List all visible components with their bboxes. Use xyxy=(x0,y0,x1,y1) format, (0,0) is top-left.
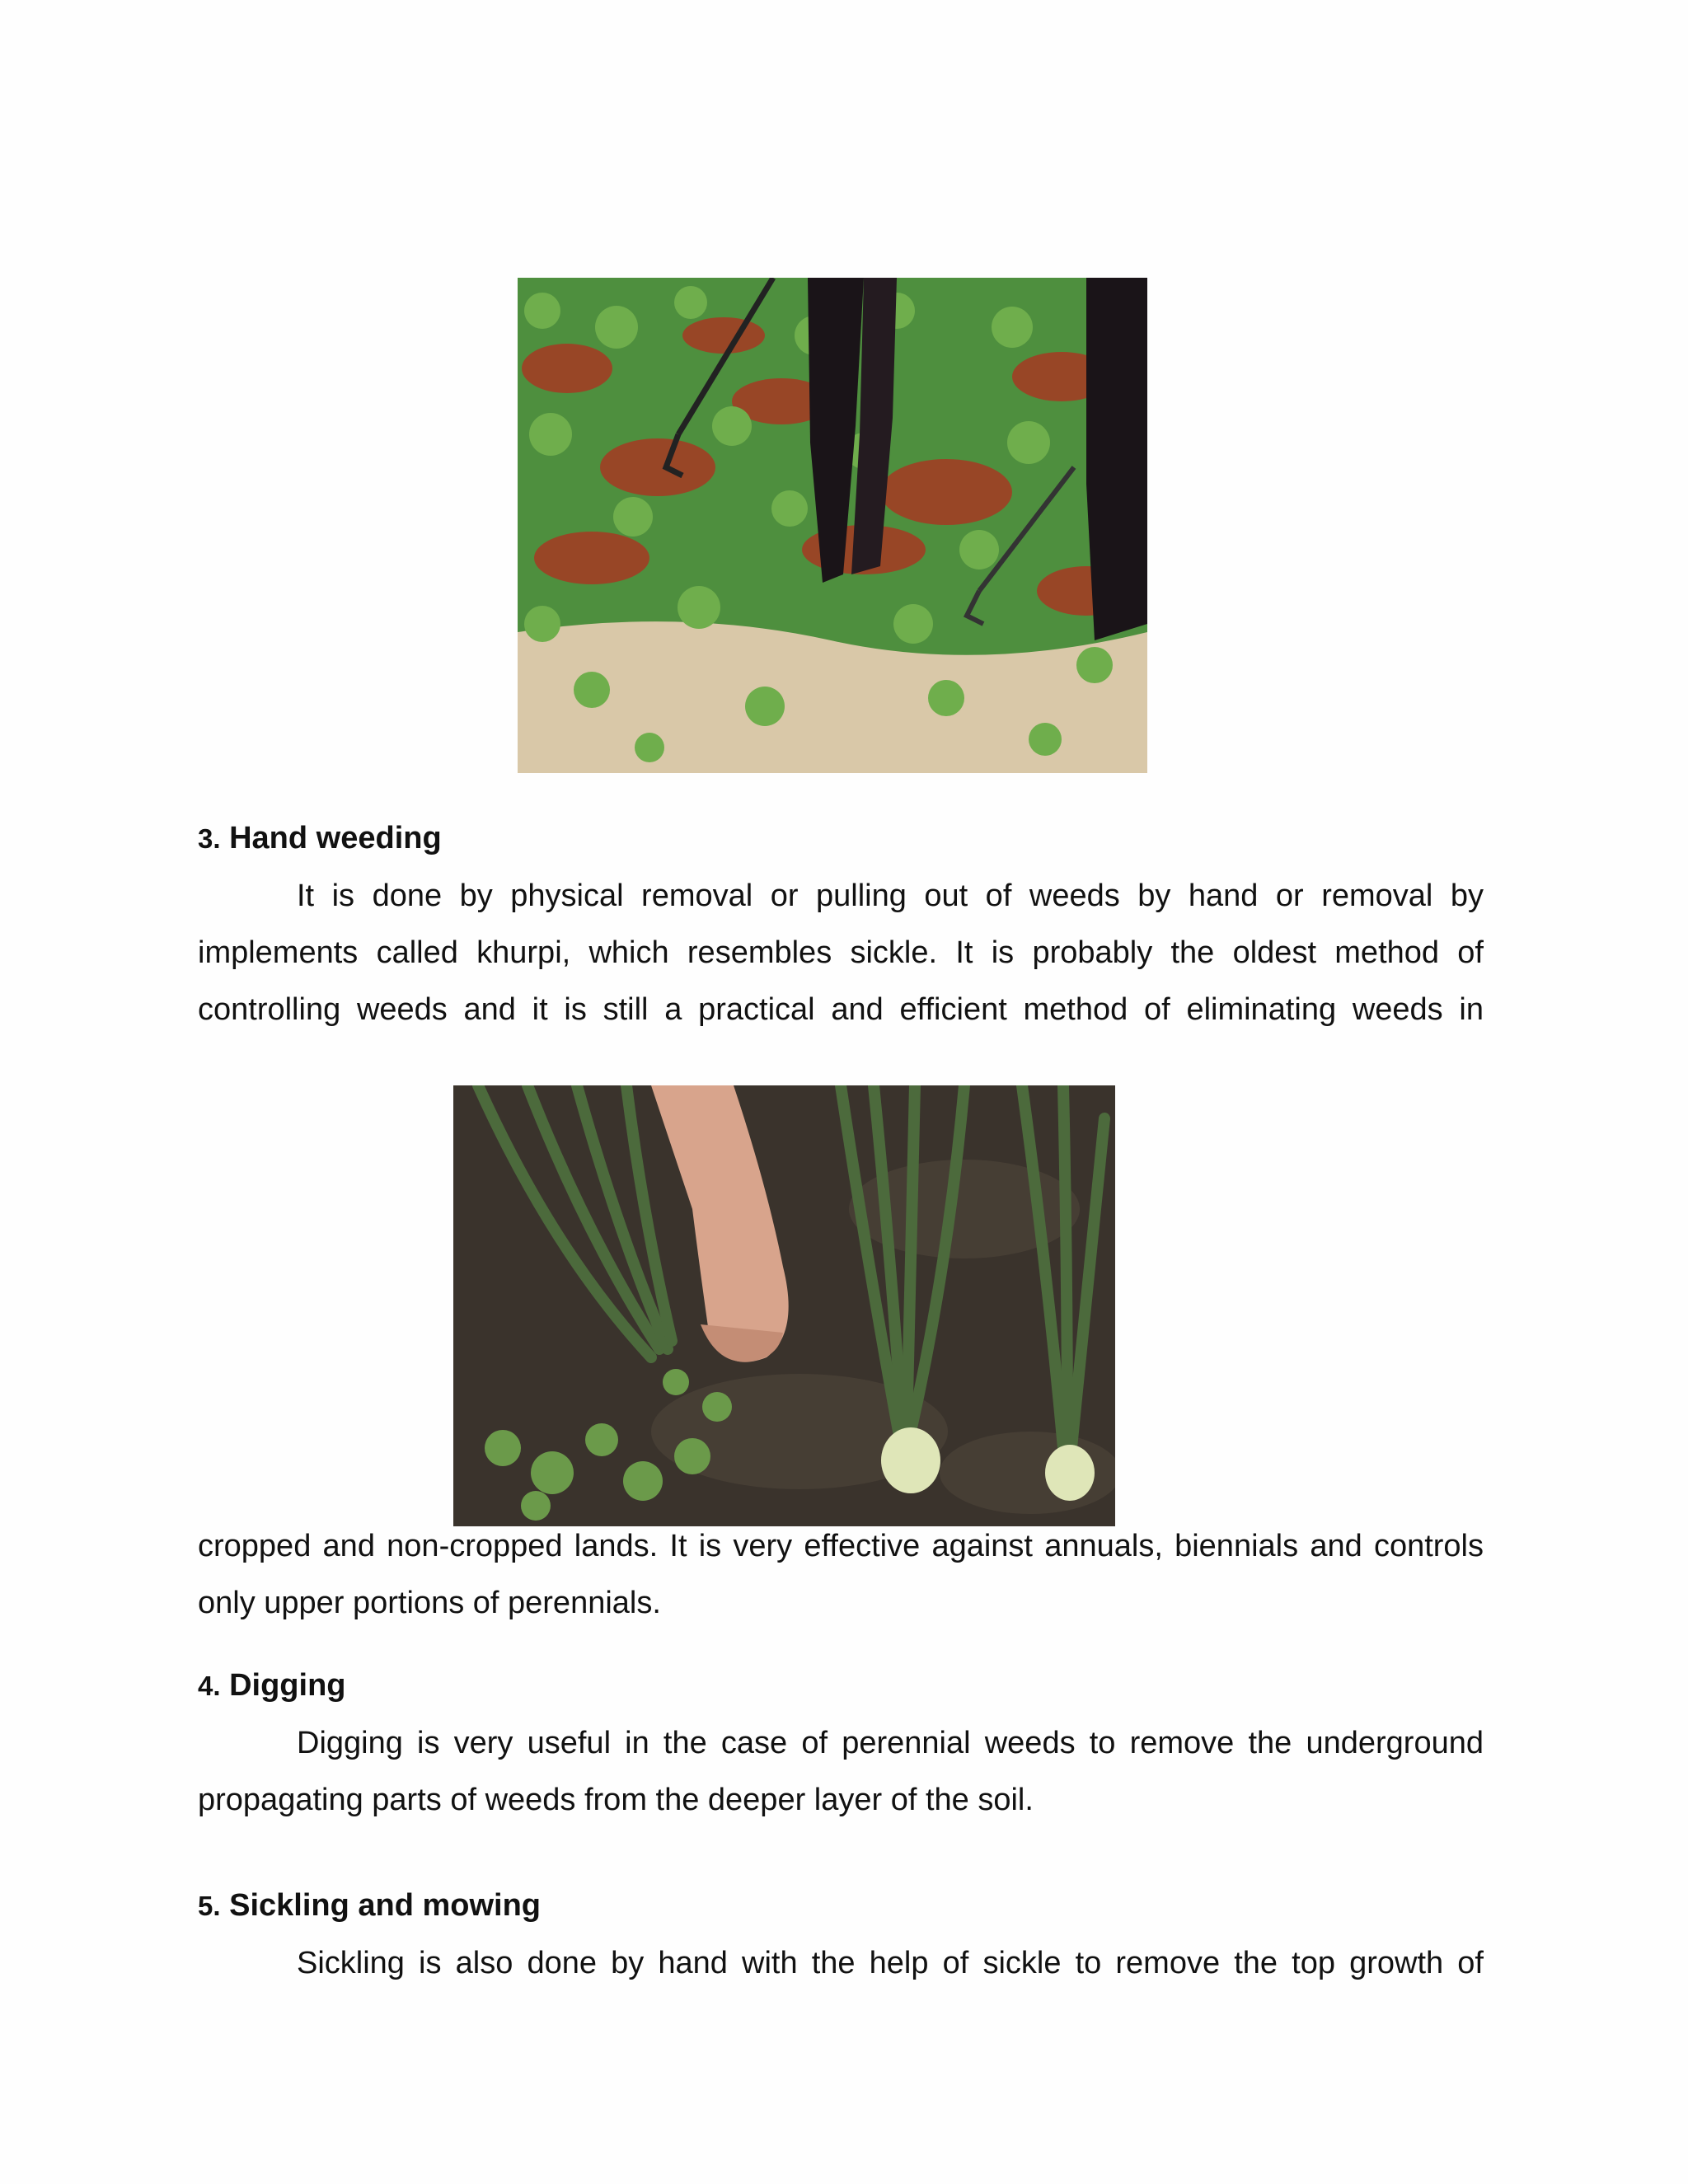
sickling-paragraph: Sickling is also done by hand with the help of sickle to remove the top growth of xyxy=(297,1946,1484,1980)
section-number: 4. xyxy=(198,1671,221,1701)
section-number: 3. xyxy=(198,823,221,854)
digging-paragraph: Digging is very useful in the case of perennial weeds to remove the underground propagating parts of weeds from the deeper layer of the soil. xyxy=(198,1726,1484,1817)
hand-weeding-paragraph-1: It is done by physical removal or pulling out of weeds by hand or removal by implements called khurpi, which resembles sickle. It is probably the oldest method of controlling weeds and it is still a practical and efficient method of eliminating weeds in xyxy=(198,879,1484,1027)
section-heading-sickling xyxy=(198,1886,541,1926)
section-heading-digging xyxy=(198,1666,346,1706)
hand-weeding-photo xyxy=(453,1085,1115,1526)
section-title: Digging xyxy=(229,1668,346,1703)
section-heading-hand-weeding xyxy=(198,818,442,859)
section-title: Sickling and mowing xyxy=(229,1888,542,1923)
hand-weeding-photo-illustration xyxy=(453,1085,1115,1526)
hand-weeding-paragraph-2: cropped and non-cropped lands. It is very effective against annuals, biennials and controls only upper portions of perennials. xyxy=(198,1529,1484,1620)
section-title: Hand weeding xyxy=(229,821,442,855)
section-number: 5. xyxy=(198,1891,221,1921)
hoeing-photo xyxy=(518,278,1147,773)
hoeing-photo-illustration xyxy=(518,278,1147,773)
